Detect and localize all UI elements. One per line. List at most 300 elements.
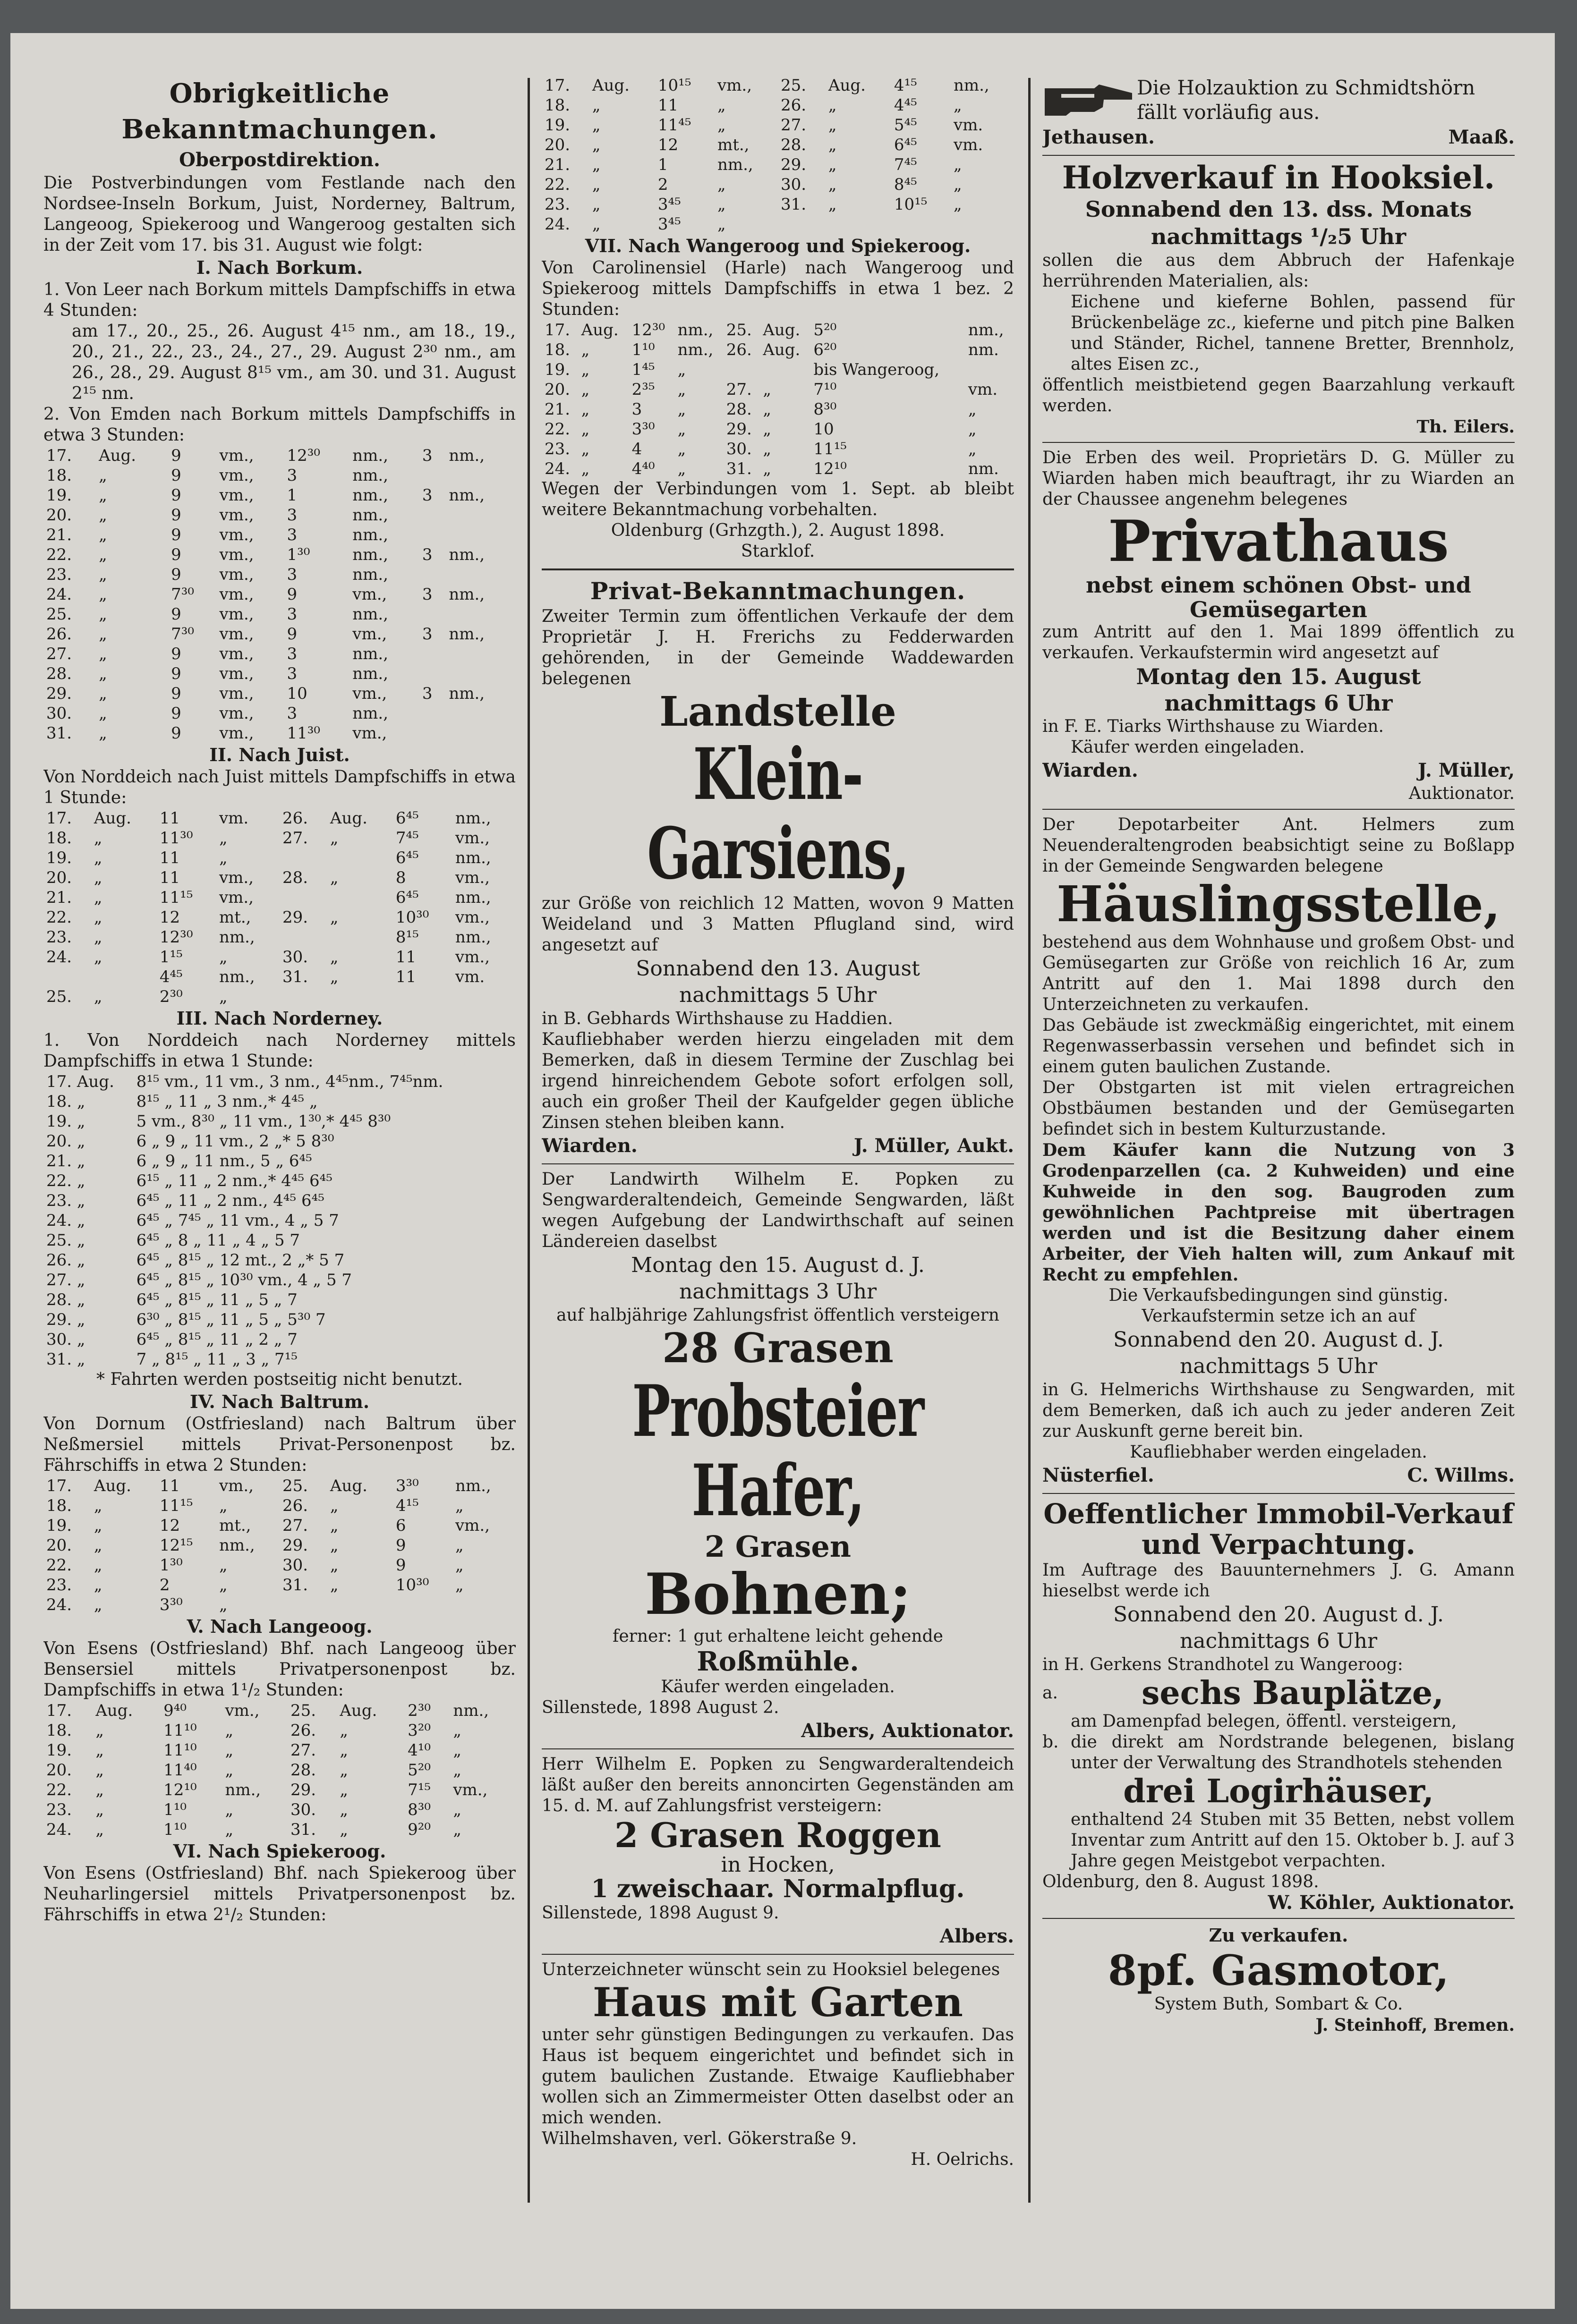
table-cell xyxy=(280,927,327,947)
juist-text: Von Norddeich nach Juist mittels Dampfschiffs in etwa 1 Stunde: xyxy=(43,767,516,807)
table-cell: „ xyxy=(592,155,601,174)
table-cell: 24. xyxy=(545,459,571,478)
table-cell: „ xyxy=(581,440,590,458)
heading-baltrum: IV. Nach Baltrum. xyxy=(189,1391,370,1412)
heading-wangeroog: VII. Nach Wangeroog und Spiekeroog. xyxy=(585,235,971,256)
table-cell: nm., xyxy=(449,446,485,465)
table-cell: 17. xyxy=(46,809,72,828)
table-cell: 11¹⁰ xyxy=(163,1721,197,1740)
divider xyxy=(542,1954,1014,1955)
table-cell: 11 xyxy=(159,809,180,828)
table-cell: 1 xyxy=(287,486,298,505)
table-cell: 23. xyxy=(46,1576,72,1595)
table-row xyxy=(43,808,516,828)
table-cell xyxy=(280,1595,327,1615)
ad2-heading1: 28 Grasen xyxy=(662,1324,894,1373)
gasmotor-heading: Zu verkaufen. xyxy=(1209,1925,1348,1946)
table-cell: „ xyxy=(592,175,601,194)
table-cell: „ xyxy=(95,1781,104,1799)
item-b-text2: enthaltend 24 Stuben mit 35 Betten, nebst vollem Inventar zum Antritt auf den 15. Oktober b. J. auf 3 Jahre gegen Meistgebot verpachten. xyxy=(1071,1810,1515,1871)
holzauktion-signature xyxy=(1042,125,1515,150)
table-row xyxy=(542,195,1014,214)
borkum-leer-times: am 17., 20., 25., 26. August 4¹⁵ nm., am 18., 19., 20., 21., 22., 23., 24., 27., 29. August 2³⁰ nm., am 26., 28., 29. August 8¹⁵ vm., am 30. und 31. August 2¹⁵ nm. xyxy=(72,322,516,403)
table-row xyxy=(542,439,1014,459)
table-cell: 29. xyxy=(780,155,807,174)
table-cell: nm., xyxy=(455,809,491,828)
table-cell: 6⁴⁵ xyxy=(395,809,419,828)
table-cell: „ xyxy=(95,1820,104,1839)
holzverkauf-text: sollen die aus dem Abbruch der Hafenkaje herrührenden Materialien, als: xyxy=(1042,250,1515,291)
table-cell: 21. xyxy=(46,888,72,907)
table-cell: 9²⁰ xyxy=(408,1820,431,1839)
table-cell: 3 xyxy=(287,526,298,544)
table-cell: 9 xyxy=(171,664,181,683)
table-cell: 9 xyxy=(395,1536,406,1555)
table-cell: 6⁴⁵ „ 11 „ 2 nm., 4⁴⁵ 6⁴⁵ xyxy=(136,1191,324,1210)
table-cell: 2³⁰ xyxy=(159,987,183,1006)
table-cell: „ xyxy=(99,724,107,743)
table-cell: nm., xyxy=(219,1536,255,1555)
table-cell: 9 xyxy=(395,1556,406,1575)
table-row xyxy=(43,684,516,704)
table-cell: 23. xyxy=(46,1800,72,1819)
ad2-text4: Käufer werden eingeladen. xyxy=(661,1677,895,1697)
table-cell: 1¹⁵ xyxy=(159,948,183,967)
table-cell: nm., xyxy=(455,888,491,907)
intro-text: Die Postverbindungen vom Festlande nach den Nordsee-Inseln Borkum, Juist, Norderney, Baltrum, Langeoog, Spiekeroog und Wangeroog gestalten sich in der Zeit vom 17. bis 31. August wie folgt: xyxy=(43,173,516,255)
table-cell: Aug. xyxy=(592,76,630,95)
divider xyxy=(542,1163,1014,1164)
table-cell: „ xyxy=(94,948,102,967)
timetable-langeoog xyxy=(43,1701,516,1840)
table-cell: „ xyxy=(453,1820,461,1839)
table-cell: 6 „ 9 „ 11 nm., 5 „ 6⁴⁵ xyxy=(136,1152,312,1170)
table-cell xyxy=(826,214,891,234)
ad2-auctioneer: Albers, Auktionator. xyxy=(801,1720,1014,1742)
table-cell: „ xyxy=(717,195,726,214)
table-cell: 28. xyxy=(780,136,807,154)
table-cell: 10 xyxy=(287,684,307,703)
notice-signature: Starklof. xyxy=(741,542,815,561)
table-cell: nm., xyxy=(352,446,389,465)
table-cell: 11 xyxy=(159,868,180,887)
ad3-heading2: in Hocken, xyxy=(721,1852,835,1877)
privathaus-place: in F. E. Tiarks Wirthshause zu Wiarden. xyxy=(1042,717,1384,737)
table-cell: 9 xyxy=(287,585,298,604)
ad2-date: Montag den 15. August d. J. xyxy=(631,1253,925,1278)
divider xyxy=(1042,1493,1515,1494)
table-row xyxy=(43,644,516,664)
table-cell: 7³⁰ xyxy=(171,585,195,604)
ad2-text3: ferner: 1 gut erhaltene leicht gehende xyxy=(613,1627,943,1646)
table-cell: „ xyxy=(592,96,601,115)
table-cell: vm., xyxy=(219,545,254,564)
table-cell: „ xyxy=(94,829,102,848)
table-cell: 27. xyxy=(282,1516,308,1535)
table-cell: 31. xyxy=(282,1576,308,1595)
table-cell: 18. „ xyxy=(46,1092,85,1111)
table-row xyxy=(43,1230,516,1250)
table-cell: nm., xyxy=(352,526,389,544)
table-cell: „ xyxy=(94,1576,102,1595)
divider xyxy=(1042,1918,1515,1919)
table-cell: 3 xyxy=(422,684,433,703)
table-cell: 8 xyxy=(395,868,406,887)
table-cell xyxy=(452,987,516,1007)
table-cell: „ xyxy=(99,565,107,584)
item-a-text: am Damenpfad belegen, öffentl. versteigern, xyxy=(1071,1711,1457,1731)
table-cell: vm., xyxy=(453,1781,488,1799)
table-cell: nm., xyxy=(352,545,389,564)
table-cell: 28. xyxy=(282,868,308,887)
table-cell: „ xyxy=(677,400,686,419)
table-cell: Aug. xyxy=(99,446,136,465)
authority-heading: Oberpostdirektion. xyxy=(179,149,380,171)
table-cell: 3 xyxy=(631,400,642,419)
notice-date: Oldenburg (Grhzgth.), 2. August 1898. xyxy=(611,521,945,540)
table-row xyxy=(43,1780,516,1800)
table-row xyxy=(43,987,516,1007)
borkum-emden-text: 2. Von Emden nach Borkum mittels Dampfschiffs in etwa 3 Stunden: xyxy=(43,405,516,445)
table-cell: 7³⁰ xyxy=(171,625,195,644)
timetable-wangeroog xyxy=(542,320,1014,479)
table-cell: 3 xyxy=(422,585,433,604)
table-cell: „ xyxy=(99,684,107,703)
table-row xyxy=(542,380,1014,399)
item-a-label: a. xyxy=(1042,1683,1058,1703)
table-cell: 3⁴⁵ xyxy=(657,195,681,214)
table-row xyxy=(43,1516,516,1535)
table-cell: 24. xyxy=(46,1820,72,1839)
gasmotor-system: System Buth, Sombart & Co. xyxy=(1154,1994,1403,2014)
table-row xyxy=(542,214,1014,234)
table-cell: 8¹⁵ xyxy=(395,928,419,947)
immobil-heading: Oeffentlicher Immobil-Verkauf xyxy=(1043,1497,1514,1530)
table-cell: 11¹⁵ xyxy=(159,888,193,907)
haeusling-text5: Dem Käufer kann die Nutzung von 3 Grodenparzellen (ca. 2 Kuhweiden) und eine Kuhweide in den sog. Baugroden zum gewöhnlichen Pachtpreise mit übertragen werden und ist die Besitzung daher einem Arbeiter, der Vieh halten will, zum Ankauf mit Recht zu empfehlen. xyxy=(1042,1140,1515,1285)
borkum-leer-text: 1. Von Leer nach Borkum mittels Dampfschiffs in etwa 4 Stunden: xyxy=(43,280,516,320)
table-cell xyxy=(419,466,446,485)
table-cell: 1¹⁰ xyxy=(163,1800,187,1819)
table-cell: vm., xyxy=(219,605,254,624)
table-cell: 26. „ xyxy=(46,1251,85,1270)
ad2-text2: auf halbjährige Zahlungsfrist öffentlich versteigern xyxy=(556,1306,999,1325)
table-cell: 9 xyxy=(171,545,181,564)
table-cell: nm., xyxy=(449,585,485,604)
table-cell xyxy=(393,987,452,1007)
privathaus-signature xyxy=(1042,758,1515,783)
table-cell: 29. xyxy=(46,684,72,703)
table-cell: 28. xyxy=(46,664,72,683)
table-cell: vm., xyxy=(219,565,254,584)
immobil-text: Im Auftrage des Bauunternehmers J. G. Amann hieselbst werde ich xyxy=(1042,1560,1515,1601)
table-row xyxy=(43,1820,516,1840)
haeusling-text8: in G. Helmerichs Wirthshause zu Sengwarden, mit dem Bemerken, daß ich auch zu jeder anderen Zeit zur Auskunft gerne bereit bin. xyxy=(1042,1380,1515,1441)
table-cell: 9 xyxy=(171,526,181,544)
table-cell: nm. xyxy=(968,340,999,359)
table-row xyxy=(542,399,1014,419)
table-row xyxy=(43,525,516,545)
table-cell: 7⁴⁵ xyxy=(395,829,419,848)
table-cell: „ xyxy=(828,175,837,194)
timetable-spiekeroog xyxy=(542,76,1014,234)
ad2-signature xyxy=(542,1718,1014,1744)
table-row xyxy=(43,624,516,644)
table-cell: „ xyxy=(219,1496,228,1515)
timetable-norderney xyxy=(43,1072,516,1369)
table-row xyxy=(43,848,516,868)
table-cell: 19. xyxy=(46,1516,72,1535)
table-cell: 22. xyxy=(545,420,571,439)
table-cell: „ xyxy=(95,1800,104,1819)
table-cell: „ xyxy=(94,1595,102,1614)
table-cell: 9 xyxy=(171,486,181,505)
table-row xyxy=(43,1191,516,1211)
ad4-signature: H. Oelrichs. xyxy=(911,2150,1014,2170)
table-cell: „ xyxy=(340,1721,348,1740)
table-cell: 3²⁰ xyxy=(408,1721,431,1740)
divider xyxy=(1042,809,1515,810)
table-cell xyxy=(446,565,516,585)
ad2-heading2: 2 Grasen xyxy=(705,1529,851,1564)
table-cell: 24. xyxy=(46,585,72,604)
table-row xyxy=(542,155,1014,175)
table-row xyxy=(542,419,1014,439)
ad1-title: Klein-Garsiens, xyxy=(647,733,909,896)
table-cell: „ xyxy=(455,1556,464,1575)
table-cell: nm. xyxy=(968,459,999,478)
table-cell: 2³⁰ xyxy=(408,1701,431,1720)
table-cell: 23. „ xyxy=(46,1191,85,1210)
table-cell: „ xyxy=(94,1516,102,1535)
table-cell: „ xyxy=(340,1820,348,1839)
table-cell: 9 xyxy=(287,625,298,644)
table-cell: vm. xyxy=(953,116,983,135)
table-cell: „ xyxy=(581,420,590,439)
table-cell: 3³⁰ xyxy=(631,420,655,439)
holzverkauf-text2: öffentlich meistbietend gegen Baarzahlung verkauft werden. xyxy=(1042,375,1515,416)
table-cell: 21. xyxy=(545,400,571,419)
table-cell: 20. xyxy=(46,1761,72,1780)
table-cell: 31. xyxy=(726,459,752,478)
table-cell: 12¹⁰ xyxy=(813,459,847,478)
table-cell: „ xyxy=(225,1761,234,1780)
privathaus-sign-place: Wiarden. xyxy=(1042,759,1138,782)
table-cell: 6¹⁵ „ 11 „ 2 nm.,* 4⁴⁵ 6⁴⁵ xyxy=(136,1171,332,1190)
langeoog-text: Von Esens (Ostfriesland) Bhf. nach Langeoog über Bensersiel mittels Privatpersonenpost bz. Dampfschiffs in etwa 1¹/₂ Stunden: xyxy=(43,1639,516,1700)
table-cell: 12³⁰ xyxy=(631,321,665,339)
table-cell: 7 „ 8¹⁵ „ 11 „ 3 „ 7¹⁵ xyxy=(136,1350,298,1369)
wangeroog-note: Wegen der Verbindungen vom 1. Sept. ab bleibt weitere Bekanntmachung vorbehalten. xyxy=(542,479,1014,519)
table-cell: 7¹⁰ xyxy=(813,380,837,399)
table-cell: „ xyxy=(94,1536,102,1555)
table-row xyxy=(43,604,516,624)
table-cell: nm., xyxy=(352,645,389,663)
table-cell: 8¹⁵ „ 11 „ 3 nm.,* 4⁴⁵ „ xyxy=(136,1092,318,1111)
privathaus-time: nachmittags 6 Uhr xyxy=(1164,690,1393,716)
table-cell: mt., xyxy=(717,136,750,154)
table-cell: vm., xyxy=(219,684,254,703)
table-cell: vm., xyxy=(219,1476,254,1495)
table-cell xyxy=(419,723,446,743)
table-cell: 25. xyxy=(726,321,752,339)
table-cell: Aug. xyxy=(828,76,866,95)
table-cell: „ xyxy=(677,459,686,478)
table-cell: 31. „ xyxy=(46,1350,85,1369)
table-cell: nm., xyxy=(968,321,1004,339)
table-cell: nm., xyxy=(225,1781,261,1799)
ad4-address: Wilhelmshaven, verl. Gökerstraße 9. xyxy=(542,2129,857,2149)
immobil-time: nachmittags 6 Uhr xyxy=(1179,1628,1378,1653)
table-cell: „ xyxy=(330,1556,339,1575)
table-cell xyxy=(419,704,446,723)
table-cell: 3³⁰ xyxy=(159,1595,183,1614)
table-cell: nm., xyxy=(219,967,255,986)
table-cell: 12 xyxy=(657,136,679,154)
table-cell: 12 xyxy=(159,908,180,927)
table-cell: „ xyxy=(99,506,107,525)
table-cell: vm., xyxy=(219,664,254,683)
table-cell: „ xyxy=(219,1556,228,1575)
table-row xyxy=(43,466,516,485)
table-cell: „ xyxy=(581,340,590,359)
privathaus-subheading: nebst einem schönen Obst- und Gemüsegarten xyxy=(1086,572,1471,622)
table-cell: 27. xyxy=(780,116,807,135)
table-cell xyxy=(446,604,516,624)
table-cell xyxy=(91,967,157,987)
norderney-footnote: * Fahrten werden postseitig nicht benutzt. xyxy=(96,1370,463,1389)
table-cell xyxy=(419,664,446,684)
haeusling-text9: Kaufliebhaber werden eingeladen. xyxy=(1130,1442,1427,1462)
table-cell: „ xyxy=(717,96,726,115)
table-cell: „ xyxy=(968,420,977,439)
ad3-auctioneer: Albers. xyxy=(939,1925,1014,1948)
table-cell: 6⁴⁵ „ 7⁴⁵ „ 11 vm., 4 „ 5 7 xyxy=(136,1211,339,1230)
table-cell: 4¹⁵ xyxy=(894,76,917,95)
table-cell: „ xyxy=(330,1496,339,1515)
table-cell: 25. xyxy=(282,1476,308,1495)
table-row xyxy=(542,360,1014,380)
table-cell: „ xyxy=(94,888,102,907)
table-cell: „ xyxy=(455,1536,464,1555)
table-cell: 6⁴⁵ xyxy=(395,888,419,907)
table-cell: „ xyxy=(99,466,107,485)
table-row xyxy=(43,1555,516,1575)
table-cell xyxy=(446,704,516,723)
ad1-text2: zur Größe von reichlich 12 Matten, wovon 9 Matten Weideland und 3 Matten Pflugland sind, wird angesetzt auf xyxy=(542,894,1014,955)
ad2-title: Probsteier Hafer, xyxy=(632,1369,924,1532)
table-cell: 1¹⁰ xyxy=(631,340,655,359)
table-cell xyxy=(327,927,393,947)
table-cell: 11¹⁵ xyxy=(159,1496,193,1515)
table-cell: 28. „ xyxy=(46,1290,85,1309)
table-cell: 27. xyxy=(282,829,308,848)
table-cell: 20. xyxy=(545,136,571,154)
table-cell: vm., xyxy=(455,948,490,967)
privathaus-text3: Käufer werden eingeladen. xyxy=(1071,738,1305,757)
table-cell: „ xyxy=(453,1721,461,1740)
table-cell: „ xyxy=(677,360,686,379)
haeusling-heading: Häuslingsstelle, xyxy=(1057,875,1500,933)
divider xyxy=(542,1748,1014,1749)
table-cell: 26. xyxy=(780,96,807,115)
table-cell: „ xyxy=(330,829,339,848)
ad3-date: Sillenstede, 1898 August 9. xyxy=(542,1903,779,1923)
table-cell: bis Wangeroog, xyxy=(813,360,940,379)
table-cell: nm., xyxy=(453,1701,489,1720)
haeusling-text6: Die Verkaufsbedingungen sind günstig. xyxy=(1108,1285,1449,1305)
table-cell: 10¹⁵ xyxy=(894,195,928,214)
table-cell: „ xyxy=(99,704,107,723)
table-cell: 4¹⁰ xyxy=(408,1741,431,1760)
table-cell: 4 xyxy=(631,440,642,458)
table-cell: 9 xyxy=(171,645,181,663)
table-cell: „ xyxy=(94,868,102,887)
norderney-text: 1. Von Norddeich nach Norderney mittels Dampfschiffs in etwa 1 Stunde: xyxy=(43,1031,516,1071)
table-cell xyxy=(891,214,951,234)
table-row xyxy=(542,320,1014,340)
table-cell: „ xyxy=(763,400,771,419)
table-cell: 9 xyxy=(171,605,181,624)
table-cell: 20. xyxy=(545,380,571,399)
column-private-notices xyxy=(542,76,1014,2170)
wangeroog-text: Von Carolinensiel (Harle) nach Wangeroog und Spiekeroog mittels Dampfschiffs in etwa 1 bez. 2 Stunden: xyxy=(542,258,1014,319)
ad1-text: Zweiter Termin zum öffentlichen Verkaufe der dem Proprietär J. H. Frerichs zu Fedderwarden gehörenden, in der Gemeinde Waddewarden belegenen xyxy=(542,607,1014,688)
holzverkauf-time: nachmittags ¹/₂5 Uhr xyxy=(1151,223,1407,249)
table-cell: „ xyxy=(581,360,590,379)
table-cell: vm., xyxy=(455,908,490,927)
table-cell: „ xyxy=(953,155,962,174)
table-cell: nm., xyxy=(449,545,485,564)
pointing-hand-icon xyxy=(1042,79,1137,121)
table-cell: 17. xyxy=(46,446,72,465)
table-cell: „ xyxy=(219,948,228,967)
haeusling-text2: bestehend aus dem Wohnhause und großem Obst- und Gemüsegarten zur Größe von reichlich 16 Ar, zum Antritt auf den 1. Mai 1898 durch den Unterzeichneten zu verkaufen. xyxy=(1042,932,1515,1014)
table-cell: Aug. xyxy=(330,809,367,828)
holzverkauf-signature: Th. Eilers. xyxy=(1416,416,1515,437)
table-cell: 22. xyxy=(545,175,571,194)
table-cell: nm., xyxy=(953,76,989,95)
table-cell: 30. xyxy=(282,1556,308,1575)
table-cell: 11 xyxy=(395,948,417,967)
table-cell: 27. xyxy=(46,645,72,663)
table-row xyxy=(43,828,516,848)
table-cell: „ xyxy=(828,195,837,214)
table-cell: 3 xyxy=(422,625,433,644)
table-row xyxy=(43,1535,516,1555)
table-cell: 23. xyxy=(545,195,571,214)
table-cell: „ xyxy=(763,420,771,439)
table-cell: 26. xyxy=(46,625,72,644)
table-cell: „ xyxy=(340,1800,348,1819)
table-row xyxy=(43,1290,516,1310)
table-row xyxy=(43,1151,516,1171)
table-cell: vm., xyxy=(219,868,254,887)
haeusling-name: C. Willms. xyxy=(1407,1464,1515,1486)
table-cell: 18. xyxy=(46,1721,72,1740)
table-cell: 10³⁰ xyxy=(395,908,429,927)
item-a-heading: sechs Bauplätze, xyxy=(1142,1674,1444,1712)
ad-holzauktion xyxy=(1042,76,1515,125)
table-cell: „ xyxy=(219,1576,228,1595)
holzverkauf-materials: Eichene und kieferne Bohlen, passend für Brückenbeläge zc., kieferne und pitch pine Balken und Ständer, Richel, tannene Bretter, Brennholz, altes Eisen zc., xyxy=(1071,292,1515,374)
table-cell: 17. xyxy=(545,321,571,339)
table-cell: „ xyxy=(677,380,686,399)
table-cell: 18. xyxy=(46,829,72,848)
item-b-text: die direkt am Nordstrande belegenen, bislang unter der Verwaltung des Strandhotels stehenden xyxy=(1071,1732,1515,1773)
table-cell: vm., xyxy=(219,625,254,644)
table-cell: „ xyxy=(677,420,686,439)
